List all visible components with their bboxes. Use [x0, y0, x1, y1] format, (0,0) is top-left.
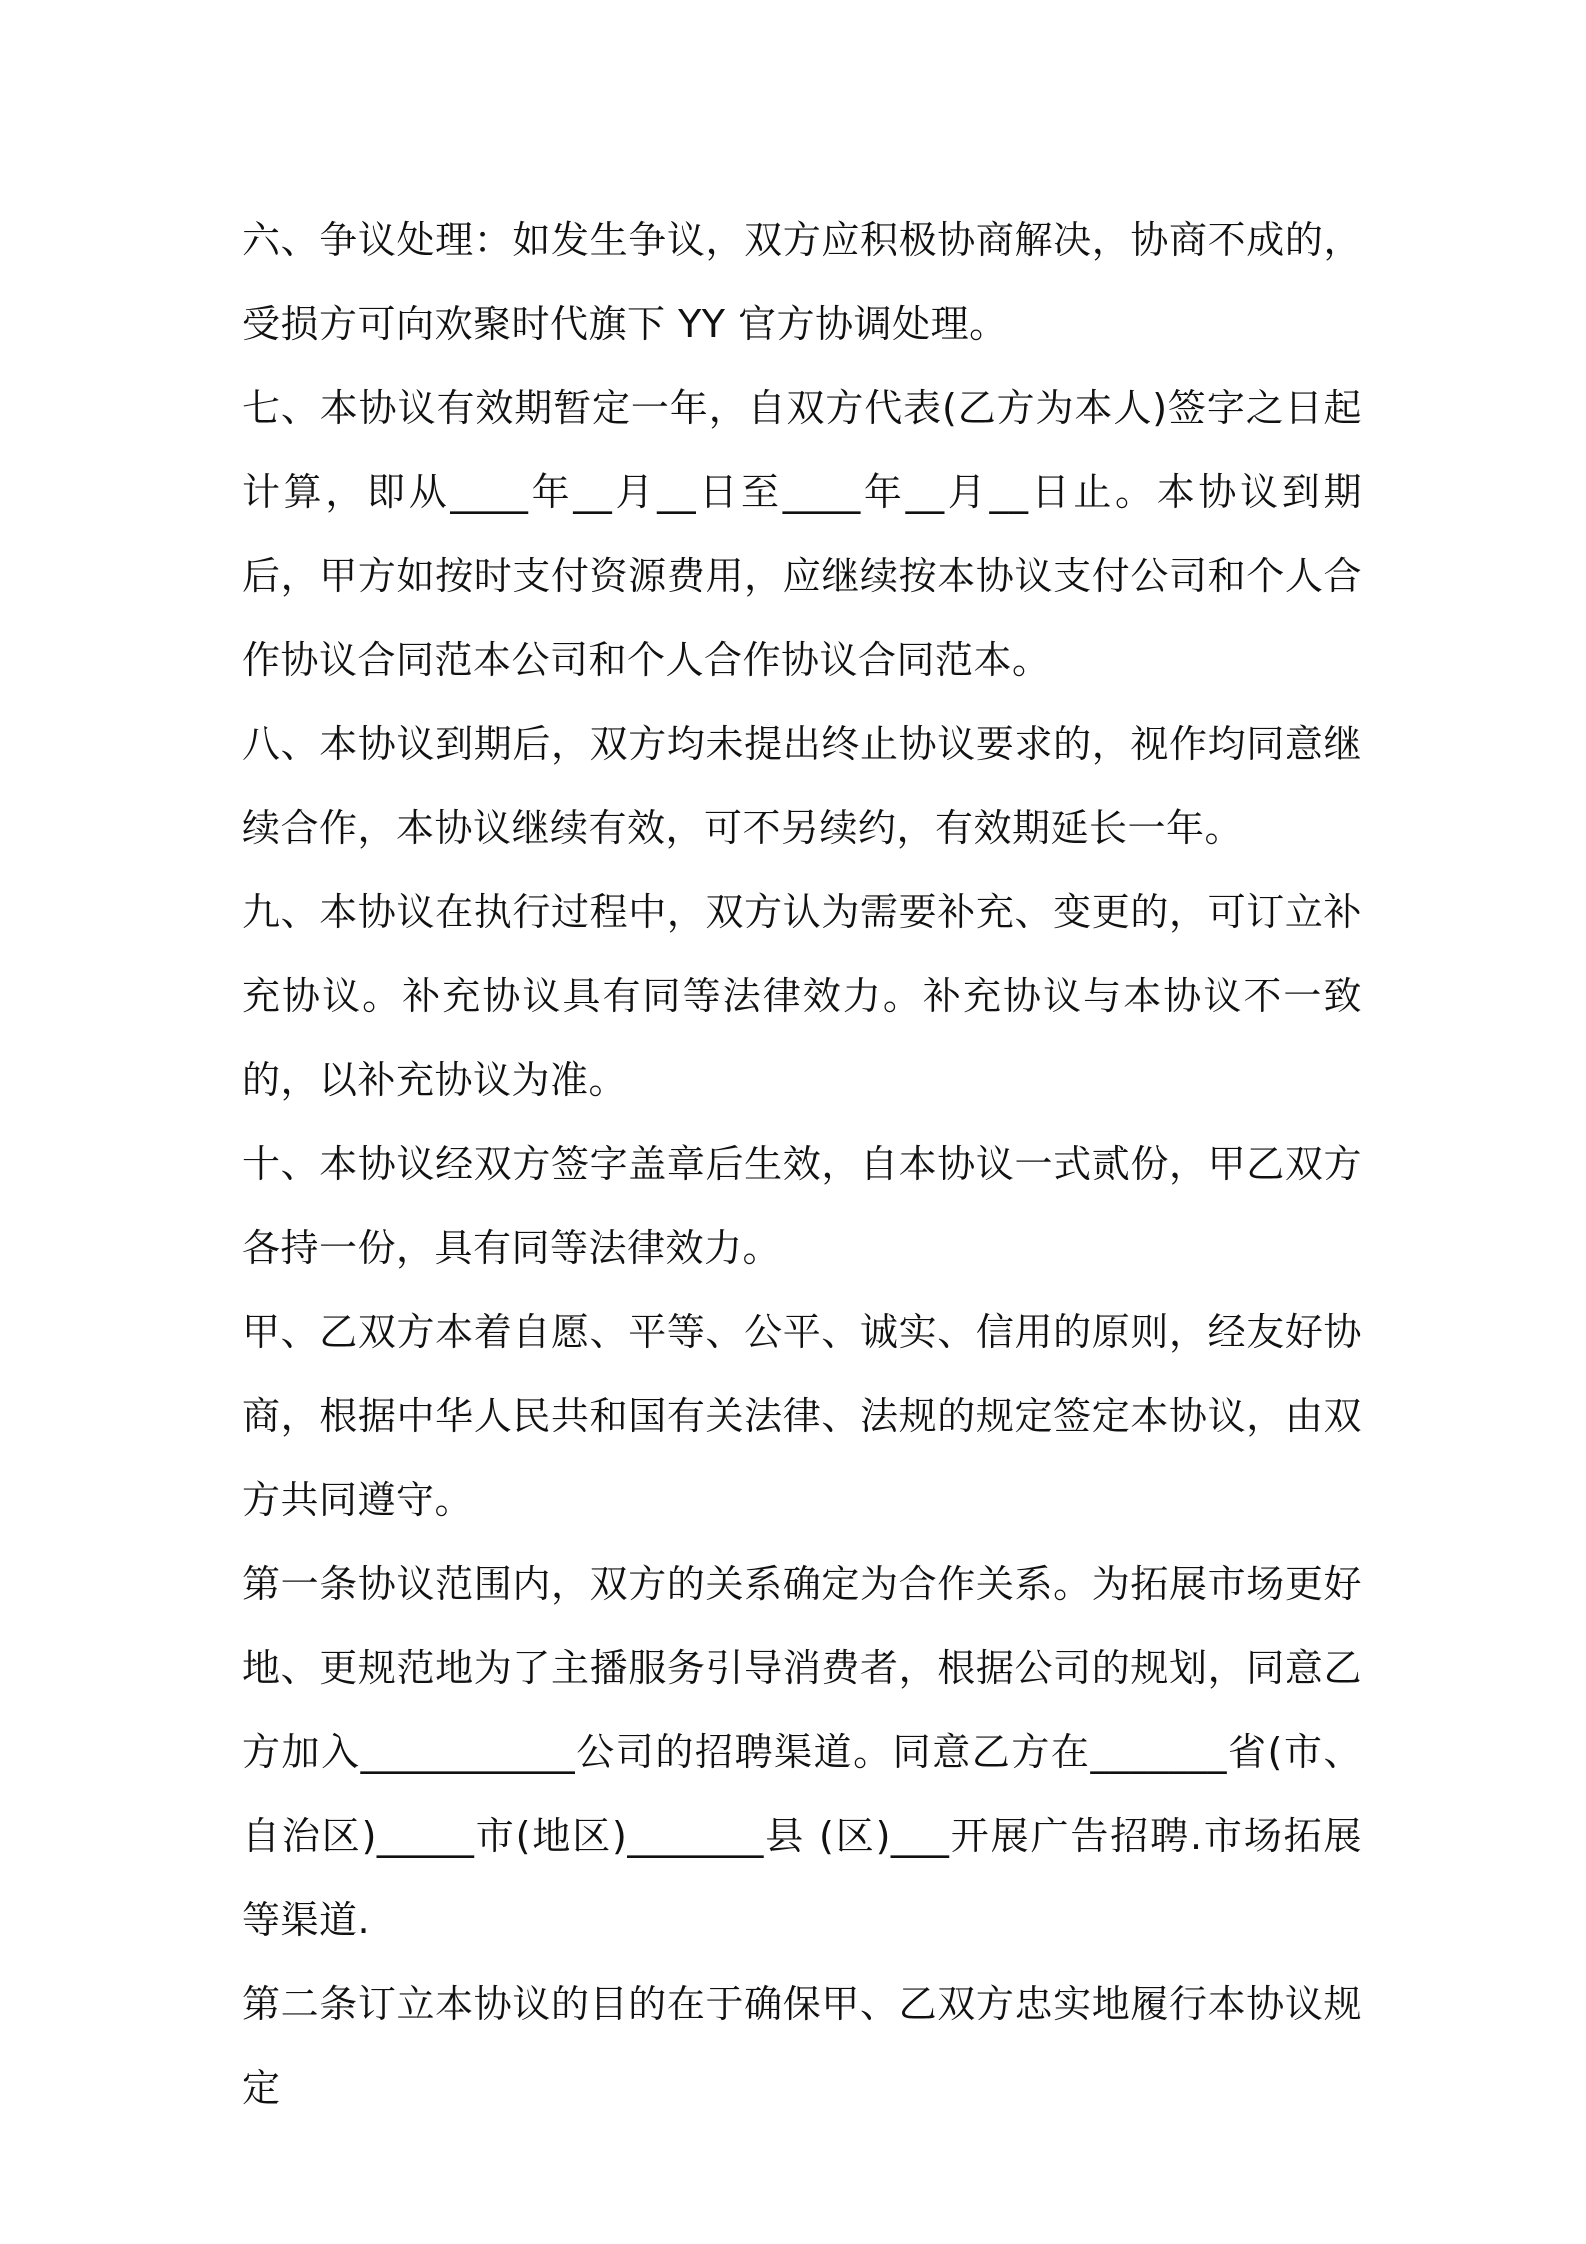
clause-10-effect: 十、本协议经双方签字盖章后生效，自本协议一式贰份，甲乙双方各持一份，具有同等法律效力。 — [242, 1142, 1362, 1270]
clause-6-dispute: 六、争议处理：如发生争议，双方应积极协商解决，协商不成的，受损方可向欢聚时代旗下 YY 官方协调处理。 — [242, 218, 1362, 346]
document-body — [242, 198, 1362, 2130]
preamble-paragraph: 甲、乙双方本着自愿、平等、公平、诚实、信用的原则，经友好协商，根据中华人民共和国有关法律、法规的规定签定本协议，由双方共同遵守。 — [242, 1310, 1362, 1522]
clause-7-term: 七、本协议有效期暂定一年，自双方代表(乙方为本人)签字之日起计算，即从____年__月__日至____年__月__日止。本协议到期后，甲方如按时支付资源费用，应继续按本协议支付公司和个人合作协议合同范本公司和个人合作协议合同范本。 — [242, 386, 1362, 682]
article-2-purpose: 第二条订立本协议的目的在于确保甲、乙双方忠实地履行本协议规定 — [242, 1982, 1362, 2110]
clause-9-supplement: 九、本协议在执行过程中，双方认为需要补充、变更的，可订立补充协议。补充协议具有同等法律效力。补充协议与本协议不一致的，以补充协议为准。 — [242, 890, 1362, 1102]
article-1-scope: 第一条协议范围内，双方的关系确定为合作关系。为拓展市场更好地、更规范地为了主播服务引导消费者，根据公司的规划，同意乙方加入___________公司的招聘渠道。同意乙方在_______省(市、自治区)_____市(地区)_______县 (区)___开展广告招聘.市场拓展等渠道. — [242, 1562, 1362, 1942]
clause-8-renewal: 八、本协议到期后，双方均未提出终止协议要求的，视作均同意继续合作，本协议继续有效，可不另续约，有效期延长一年。 — [242, 722, 1362, 850]
